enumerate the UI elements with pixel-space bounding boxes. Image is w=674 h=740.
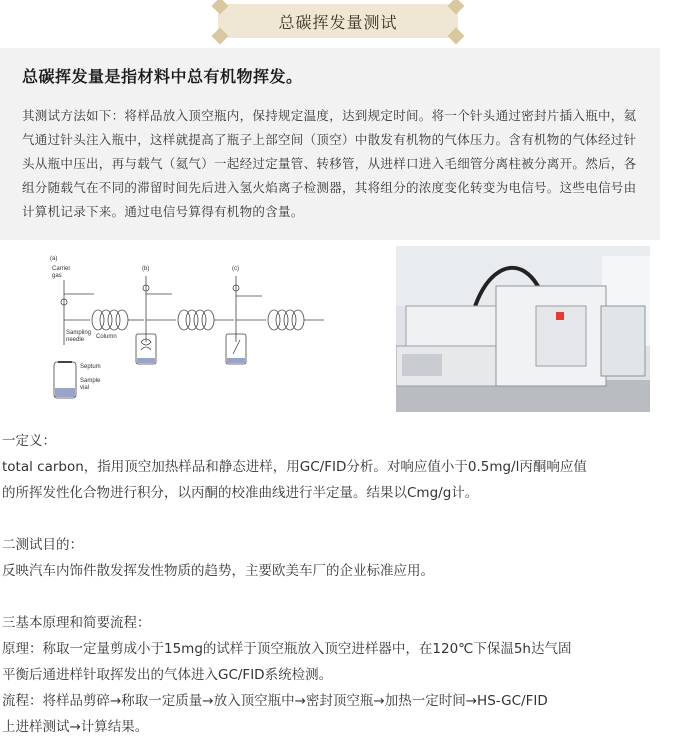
panel-b-label: (b) <box>142 266 150 272</box>
purpose-title: 二测试目的： <box>2 537 83 553</box>
definition-title: 一定义： <box>2 433 56 449</box>
sample-vial-liquid <box>55 388 75 397</box>
body-text <box>2 428 670 740</box>
flow-text-line2: 上进样测试→计算结果。 <box>2 719 149 735</box>
panel-a-label: (a) <box>50 256 58 262</box>
definition-text-line1: total carbon，指用顶空加热样品和静态进样，用GC/FID分析。对响应值小于0.5mg/l丙酮响应值 <box>2 459 587 475</box>
definition-heading: 总碳挥发量是指材料中总有机物挥发。 <box>22 67 303 86</box>
banner-corner-ornament <box>448 0 465 14</box>
principle-title: 三基本原理和简要流程： <box>2 615 151 631</box>
column-label: Column <box>96 334 117 340</box>
banner-corner-ornament <box>212 28 229 45</box>
sample-vial-label-2: vial <box>80 385 90 391</box>
method-description: 其测试方法如下：将样品放入顶空瓶内，保持规定温度，达到规定时间。将一个针头通过密封片插入瓶中，氦气通过针头注入瓶中，这样就提高了瓶子上部空间（顶空）中散发有机物的气体压力。含有机物的气体经过针头从瓶中压出，再与载气（氦气）一起经过定量管、转移管，从进样口进入毛细管分离柱被分离开。然后，各组分随载气在不同的滞留时间先后进入氢火焰离子检测器，其将组分的浓度变化转变为电信号。这些电信号由计算机记录下来。通过电信号算得有机物的含量。 <box>22 108 637 219</box>
definition-text-line2: 的所挥发性化合物进行积分，以丙酮的校准曲线进行半定量。结果以Cmg/g计。 <box>2 485 479 501</box>
carrier-gas-label-2: gas <box>52 273 62 279</box>
banner-corner-ornament <box>448 28 465 45</box>
headspace-sampling-diagram <box>44 250 344 412</box>
sampling-needle-label: Sampling <box>66 330 92 336</box>
panel-c-label: (c) <box>232 266 239 272</box>
sampling-needle-label-2: needle <box>66 337 85 343</box>
section-banner <box>218 4 458 38</box>
vial-c-liquid <box>227 358 245 363</box>
principle-text-line1: 原理：称取一定量剪成小于15mg的试样于顶空瓶放入顶空进样器中，在120℃下保温5h达气固 <box>2 641 572 657</box>
septum-label: Septum <box>80 364 101 370</box>
column-coil-c <box>268 310 304 330</box>
banner-title: 总碳挥发量测试 <box>278 12 398 32</box>
banner-corner-ornament <box>212 0 229 14</box>
principle-text-line2: 平衡后通进样针取挥发出的气体进入GC/FID系统检测。 <box>2 667 333 683</box>
flow-text-line1: 流程：将样品剪碎→称取一定质量→放入顶空瓶中→密封顶空瓶→加热一定时间→HS-GC/FID <box>2 693 548 709</box>
vial-b-liquid <box>137 358 155 363</box>
sample-vial-label: Sample <box>80 378 101 384</box>
gc-instrument-photo <box>396 246 650 412</box>
column-coil-b <box>178 310 214 330</box>
purpose-text: 反映汽车内饰件散发挥发性物质的趋势，主要欧美车厂的企业标准应用。 <box>2 563 434 579</box>
column-coil-a <box>92 310 128 330</box>
carrier-gas-label: Carrier <box>52 266 71 272</box>
